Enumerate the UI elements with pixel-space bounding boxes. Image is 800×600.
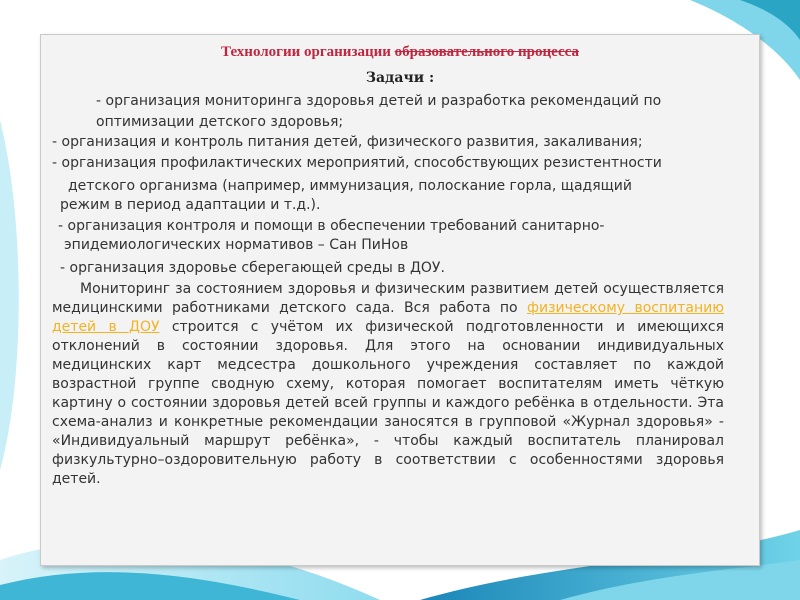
task-line-9: - организация здоровье сберегающей среды в ДОУ. xyxy=(60,260,445,276)
task-line-1: - организация мониторинга здоровья детей и разработка рекомендаций по xyxy=(96,93,662,109)
task-line-3: - организация и контроль питания детей, физического развития, закаливания; xyxy=(52,134,643,150)
task-line-7: - организация контроля и помощи в обеспечении требований санитарно- xyxy=(58,218,605,234)
physical-education-link[interactable]: физическому воспитанию детей в ДОУ xyxy=(52,300,724,335)
paragraph-text-before-link: Мониторинг за состоянием здоровья и физическим развитием детей осуществляется медицинскими работниками детского сада. Вся работа по xyxy=(52,281,724,316)
task-line-4: - организация профилактических мероприятий, способствующих резистентности xyxy=(52,155,662,171)
title-part-1: Технологии организации xyxy=(221,44,391,60)
task-line-6: режим в период адаптации и т.д.). xyxy=(60,197,321,213)
monitoring-paragraph xyxy=(52,280,724,489)
slide-title xyxy=(0,44,800,61)
task-line-5: детского организма (например, иммунизация, полоскание горла, щадящий xyxy=(68,178,633,194)
title-part-2: образовательного процесса xyxy=(394,44,579,60)
tasks-heading: Задачи : xyxy=(365,70,435,86)
wave-left xyxy=(0,120,19,470)
task-line-8: эпидемиологических нормативов – Сан ПиНов xyxy=(64,237,409,253)
paragraph-text-after-link: строится с учётом их физической подготовленности и имеющихся отклонений в состоянии здоровья. Для этого на основании индивидуальных медицинских карт медсестра дошкольного учреждения составляет по каждой возрастной группе сводную схему, которая помогает воспитателям иметь чёткую картину о состоянии здоровья детей всей группы и каждого ребёнка в отдельности. Эта схема-анализ и конкретные рекомендации заносятся в групповой «Журнал здоровья» - «Индивидуальный маршрут ребёнка», - чтобы каждый воспитатель планировал физкультурно–оздоровительную работу в соответствии с особенностями здоровья детей. xyxy=(52,319,724,487)
task-line-2: оптимизации детского здоровья; xyxy=(96,114,344,130)
